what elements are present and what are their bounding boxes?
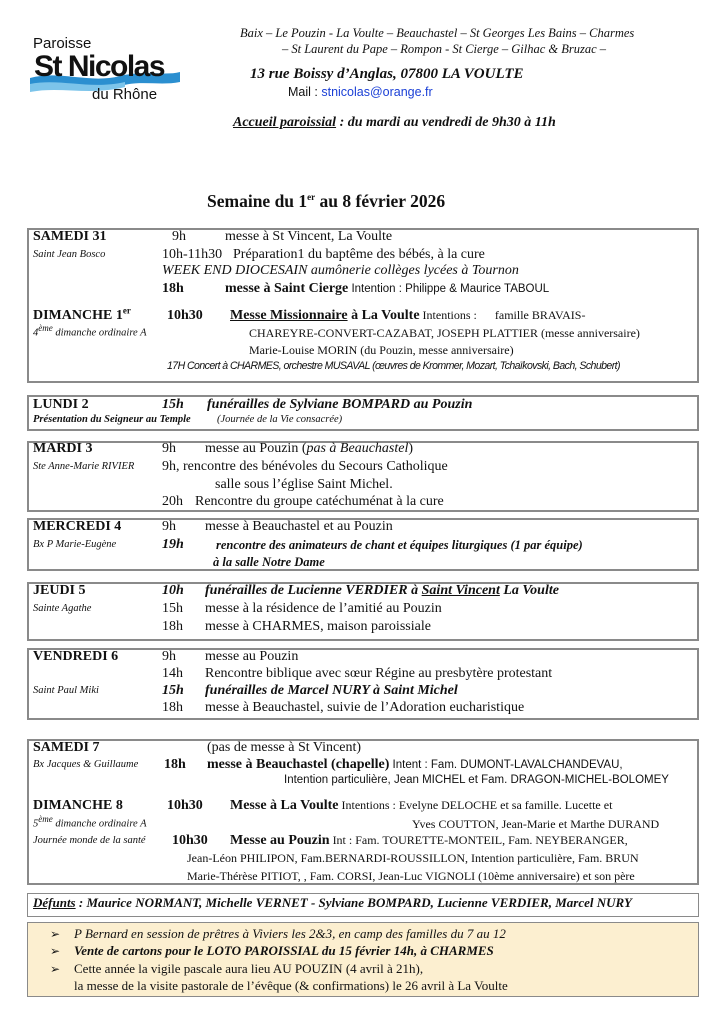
text-underlined: Saint Vincent (421, 583, 500, 598)
day-label: LUNDI 2 (33, 397, 89, 412)
villages-line-1: Baix – Le Pouzin - La Voulte – Beauchastel – St Georges Les Bains – Charmes (240, 26, 635, 40)
intention: Yves COUTTON, Jean-Marie et Marthe DURAND (412, 817, 660, 831)
page-title (207, 193, 445, 211)
time: 18h (162, 281, 184, 296)
activity: messe à Beauchastel (chapelle) (207, 757, 390, 772)
text: dimanche ordinaire A (52, 327, 147, 339)
time: 9h (172, 229, 186, 244)
sup: ème (38, 814, 53, 824)
time: 15h (162, 683, 184, 698)
num: 5 (33, 818, 39, 830)
concert-note: 17H Concert à CHARMES, orchestre MUSAVAL (œuvres de Krommer, Mozart, Tchaïkovski, Bach, Schubert) (167, 360, 620, 372)
activity: messe à la résidence de l’amitié au Pouzin (205, 601, 442, 616)
intention: Marie-Thérèse PITIOT, , Fam. CORSI, Jean-Luc VIGNOLI (10ème anniversaire) et son père (187, 869, 635, 883)
activity: Messe à La Voulte (230, 798, 339, 813)
saint-of-day: Saint Jean Bosco (33, 249, 106, 260)
saint-of-day: Saint Paul Miki (33, 685, 99, 696)
activity: rencontre des animateurs de chant et équipes liturgiques (1 par équipe) (216, 538, 583, 552)
activity-line (225, 282, 549, 296)
saint-of-day: Bx Jacques & Guillaume (33, 759, 139, 770)
intention: Intention : Philippe & Maurice TABOUL (348, 283, 550, 295)
activity: salle sous l’église Saint Michel. (215, 477, 393, 492)
time: 10h30 (167, 798, 203, 813)
activity (205, 584, 559, 598)
note: (Journée de la Vie consacrée) (217, 414, 343, 425)
announcement: Cette année la vigile pascale aura lieu AU POUZIN (4 avril à 21h), (74, 961, 424, 976)
logo-wave-icon (30, 32, 180, 102)
day-label: DIMANCHE 8 (33, 798, 123, 813)
activity: Messe Missionnaire (230, 308, 348, 323)
intention: Marie-Louise MORIN (du Pouzin, messe anniversaire) (249, 343, 514, 357)
announcement: P Bernard en session de prêtres à Viviers les 2&3, en camp des familles du 7 au 12 (74, 926, 506, 941)
intention: CHAREYRE-CONVERT-CAZABAT, JOSEPH PLATTIER (messe anniversaire) (249, 326, 640, 340)
day-label: MERCREDI 4 (33, 519, 122, 534)
saint-of-day: Ste Anne-Marie RIVIER (33, 461, 135, 472)
time: 10h-11h30 (162, 247, 223, 262)
accueil-line (233, 116, 556, 130)
bullet-arrow-icon: ➢ (50, 944, 61, 958)
time: 18h (162, 700, 183, 715)
title-text-end: au 8 février 2026 (315, 191, 446, 211)
observance: Journée monde de la santé (33, 835, 146, 846)
liturgical-day (33, 323, 147, 339)
accueil-text: : du mardi au vendredi de 9h30 à 11h (336, 115, 556, 130)
activity: Rencontre du groupe catéchuménat à la cure (195, 494, 444, 509)
announcement-continued: la messe de la visite pastorale de l’évêque (& confirmations) le 26 avril à La Voulte (74, 978, 508, 993)
saint-of-day: Présentation du Seigneur au Temple (33, 414, 191, 425)
activity-line (230, 834, 628, 848)
intention: Jean-Léon PHILIPON, Fam.BERNARDI-ROUSSILLON, Intention particulière, Fam. BRUN (187, 851, 639, 865)
day-label: JEUDI 5 (33, 583, 86, 598)
deceased-names: : Maurice NORMANT, Michelle VERNET - Sylviane BOMPARD, Lucienne VERDIER, Marcel NURY (75, 895, 632, 910)
time: 10h (162, 583, 184, 598)
activity: à la salle Notre Dame (213, 555, 325, 569)
time: 19h (162, 537, 184, 552)
activity: (pas de messe à St Vincent) (207, 740, 362, 755)
deceased-line (33, 896, 632, 909)
activity: Rencontre biblique avec sœur Régine au presbytère protestant (205, 666, 553, 681)
activity-line (207, 758, 623, 772)
day-label (33, 305, 131, 323)
day-label: SAMEDI 31 (33, 229, 107, 244)
activity: WEEK END DIOCESAIN aumônerie collèges lycées à Tournon (162, 263, 519, 278)
address: 13 rue Boissy d’Anglas, 07800 LA VOULTE (250, 66, 524, 82)
activity (205, 442, 413, 456)
activity-line (230, 309, 585, 323)
activity-place: à La Voulte (347, 308, 420, 323)
mail-link[interactable]: stnicolas@orange.fr (321, 85, 433, 99)
villages-line-2: – St Laurent du Pape – Rompon - St Cierge – Gilhac & Bruzac – (282, 42, 607, 56)
intention: Intention particulière, Jean MICHEL et Fam. DRAGON-MICHEL-BOLOMEY (284, 774, 669, 786)
day-label: MARDI 3 (33, 441, 93, 456)
sup: ème (38, 323, 53, 333)
deceased-label: Défunts (33, 895, 76, 910)
text: funérailles de Lucienne VERDIER à (205, 583, 422, 598)
time: 15h (162, 601, 183, 616)
time: 18h (162, 619, 183, 634)
saint-of-day: Sainte Agathe (33, 603, 92, 614)
time: 20h (162, 494, 183, 509)
accueil-label: Accueil paroissial (233, 115, 337, 130)
activity: Messe au Pouzin (230, 833, 330, 848)
time: 9h (162, 519, 176, 534)
activity: messe à Beauchastel et au Pouzin (205, 519, 393, 534)
text: messe au Pouzin ( (205, 441, 307, 456)
intention: Int : Fam. TOURETTE-MONTEIL, Fam. NEYBERANGER, (329, 833, 628, 847)
parish-logo (30, 32, 180, 102)
time: 15h (162, 397, 184, 412)
activity: messe à CHARMES, maison paroissiale (205, 619, 431, 634)
svg-text:St Nicolas: St Nicolas (34, 50, 165, 83)
title-text: Semaine du 1 (207, 191, 308, 211)
activity: messe à St Vincent, La Voulte (225, 229, 393, 244)
time: 10h30 (172, 833, 208, 848)
time: 10h30 (167, 308, 203, 323)
time: 9h (162, 441, 176, 456)
liturgical-day (33, 814, 147, 830)
time: 18h (164, 757, 186, 772)
saint-of-day: Bx P Marie-Eugène (33, 539, 117, 550)
mail-line (288, 86, 433, 99)
day-label: SAMEDI 7 (33, 740, 100, 755)
activity-line (230, 799, 612, 813)
activity: messe à Beauchastel, suivie de l’Adoration eucharistique (205, 700, 525, 715)
intention: Intent : Fam. DUMONT-LAVALCHANDEVAU, (389, 759, 623, 771)
activity: 9h, rencontre des bénévoles du Secours Catholique (162, 459, 448, 474)
mail-label: Mail : (288, 85, 322, 99)
time: 9h (162, 649, 176, 664)
num: 4 (33, 327, 39, 339)
intention: Intentions : famille BRAVAIS- (419, 308, 586, 322)
text-end: La Voulte (499, 583, 559, 598)
activity: Préparation1 du baptême des bébés, à la cure (233, 247, 485, 262)
bullet-arrow-icon: ➢ (50, 962, 61, 976)
activity: messe à Saint Cierge (225, 281, 349, 296)
day-text: DIMANCHE 1 (33, 308, 123, 323)
text-italic: pas à Beauchastel (306, 441, 409, 456)
text-end: ) (408, 441, 414, 456)
day-sup: er (122, 305, 131, 316)
activity: funérailles de Marcel NURY à Saint Michel (205, 683, 458, 698)
intention: Intentions : Evelyne DELOCHE et sa famille. Lucette et (338, 798, 613, 812)
time: 14h (162, 666, 183, 681)
activity: funérailles de Sylviane BOMPARD au Pouzin (207, 397, 473, 412)
activity: messe au Pouzin (205, 649, 299, 664)
day-label: VENDREDI 6 (33, 649, 119, 664)
svg-text:Paroisse: Paroisse (33, 35, 92, 52)
svg-text:du Rhône: du Rhône (92, 86, 158, 102)
bullet-arrow-icon: ➢ (50, 927, 61, 941)
text: dimanche ordinaire A (52, 818, 147, 830)
announcement: Vente de cartons pour le LOTO PAROISSIAL du 15 février 14h, à CHARMES (74, 943, 494, 958)
title-sup: er (307, 192, 316, 203)
